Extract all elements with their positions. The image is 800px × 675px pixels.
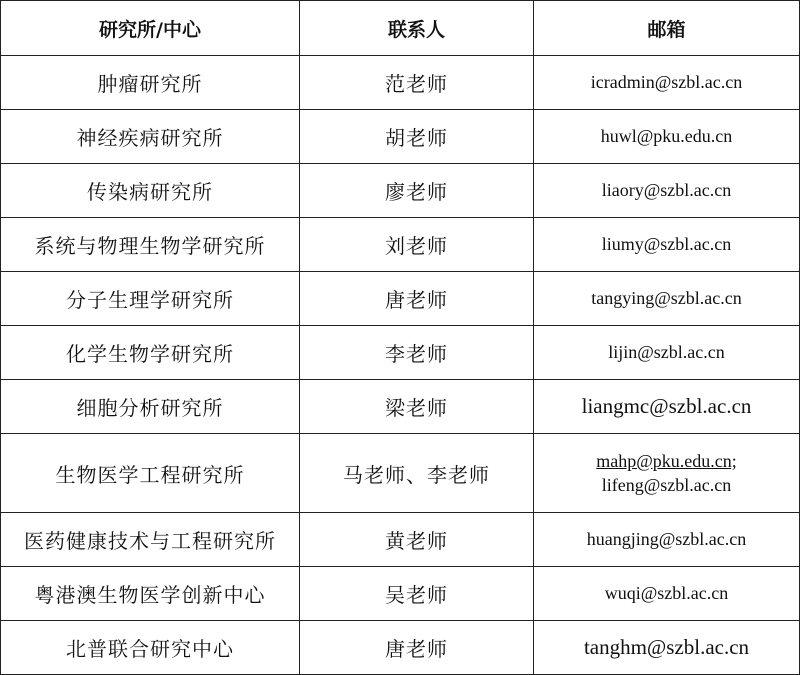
institute-cell: 细胞分析研究所 — [1, 380, 300, 434]
institute-cell: 肿瘤研究所 — [1, 56, 300, 110]
email-cell — [534, 110, 800, 164]
email-text: icradmin@szbl.ac.cn — [590, 72, 743, 93]
email-cell — [534, 218, 800, 272]
institute-cell: 北普联合研究中心 — [1, 621, 300, 675]
table-row — [1, 56, 800, 110]
contact-cell: 范老师 — [300, 56, 534, 110]
contact-cell: 胡老师 — [300, 110, 534, 164]
table-row — [1, 110, 800, 164]
email-cell — [534, 567, 800, 621]
institute-cell: 粤港澳生物医学创新中心 — [1, 567, 300, 621]
contact-cell: 刘老师 — [300, 218, 534, 272]
institute-cell: 系统与物理生物学研究所 — [1, 218, 300, 272]
table-row — [1, 164, 800, 218]
email-text: liumy@szbl.ac.cn — [601, 234, 732, 255]
institute-cell: 传染病研究所 — [1, 164, 300, 218]
email-text: lifeng@szbl.ac.cn — [601, 475, 732, 495]
email-cell — [534, 434, 800, 513]
institute-cell: 医药健康技术与工程研究所 — [1, 513, 300, 567]
table-row — [1, 567, 800, 621]
email-text: tangying@szbl.ac.cn — [591, 288, 742, 309]
table-row — [1, 380, 800, 434]
institute-cell: 化学生物学研究所 — [1, 326, 300, 380]
email-cell — [534, 621, 800, 675]
email-cell — [534, 56, 800, 110]
contact-cell: 唐老师 — [300, 621, 534, 675]
email-text: huangjing@szbl.ac.cn — [586, 529, 747, 550]
email-cell — [534, 380, 800, 434]
contact-cell: 马老师、李老师 — [300, 434, 534, 513]
contact-cell: 李老师 — [300, 326, 534, 380]
contact-cell: 黄老师 — [300, 513, 534, 567]
table-row — [1, 326, 800, 380]
table-row — [1, 218, 800, 272]
email-text: wuqi@szbl.ac.cn — [604, 583, 729, 604]
email-text: tanghm@szbl.ac.cn — [583, 635, 750, 660]
institute-cell: 神经疾病研究所 — [1, 110, 300, 164]
contact-cell: 梁老师 — [300, 380, 534, 434]
email-cell — [534, 326, 800, 380]
email-cell — [534, 513, 800, 567]
table-row — [1, 434, 800, 513]
header-email: 邮箱 — [534, 1, 800, 56]
header-institute: 研究所/中心 — [1, 1, 300, 56]
contact-cell: 吴老师 — [300, 567, 534, 621]
header-row — [1, 1, 800, 56]
email-cell — [534, 272, 800, 326]
email-text: lijin@szbl.ac.cn — [608, 342, 725, 363]
table-row — [1, 621, 800, 675]
header-contact: 联系人 — [300, 1, 534, 56]
contact-cell: 唐老师 — [300, 272, 534, 326]
institute-cell: 生物医学工程研究所 — [1, 434, 300, 513]
email-text: liaory@szbl.ac.cn — [601, 180, 732, 201]
email-text: mahp@pku.edu.cn; — [596, 450, 737, 471]
email-text: liangmc@szbl.ac.cn — [581, 394, 752, 419]
email-cell — [534, 164, 800, 218]
contact-cell: 廖老师 — [300, 164, 534, 218]
table-row — [1, 513, 800, 567]
table-row — [1, 272, 800, 326]
email-text: huwl@pku.edu.cn — [600, 126, 733, 147]
institute-cell: 分子生理学研究所 — [1, 272, 300, 326]
